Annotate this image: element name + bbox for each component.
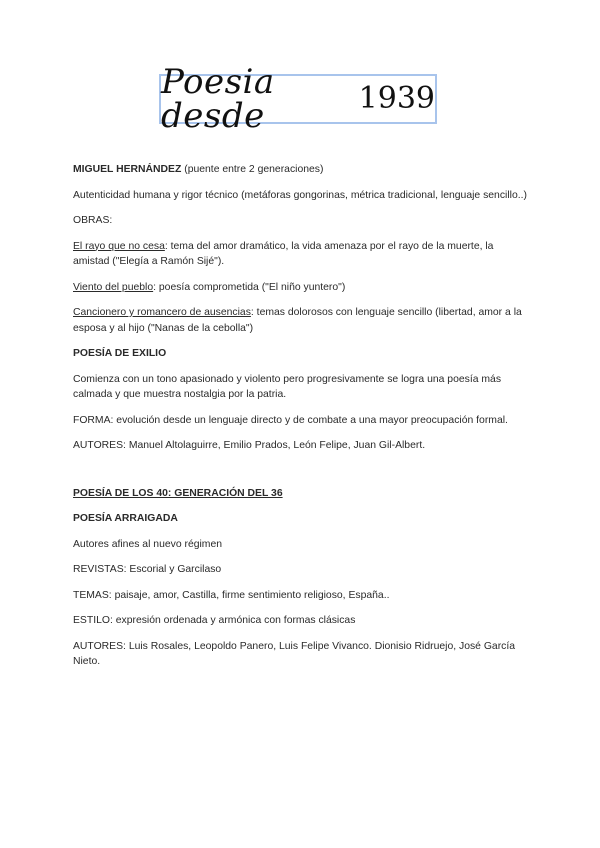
mh-subtitle: (puente entre 2 generaciones): [181, 164, 324, 175]
obra-2-text: : poesía comprometida ("El niño yuntero"): [153, 281, 346, 293]
gen36-heading: POESÍA DE LOS 40: GENERACIÓN DEL 36: [73, 487, 283, 499]
arraigada-temas: TEMAS: paisaje, amor, Castilla, firme sentimiento religioso, España..: [73, 589, 390, 601]
obras-label: OBRAS:: [73, 215, 113, 226]
obra-1: [73, 239, 529, 270]
section-gap: [73, 464, 529, 486]
obra-1-title: El rayo que no cesa: [73, 240, 165, 252]
exilio-forma: FORMA: evolución desde un lenguaje directo y de combate a una mayor preocupación formal.: [73, 414, 508, 426]
mh-heading-line: [73, 162, 529, 178]
arraigada-revistas: REVISTAS: Escorial y Garcilaso: [73, 564, 222, 575]
title-box: [159, 62, 437, 136]
mh-description: Autenticidad humana y rigor técnico (metáforas gongorinas, métrica tradicional, lenguaje sencillo..): [73, 189, 527, 201]
exilio-autores: AUTORES: Manuel Altolaguirre, Emilio Prados, León Felipe, Juan Gil-Albert.: [73, 440, 426, 451]
obra-3-text: : temas dolorosos con lenguaje sencillo (libertad, amor a la esposa y al hijo ("Nanas de la cebolla"): [73, 307, 522, 334]
obra-2: [73, 280, 529, 296]
document-body: [73, 162, 529, 680]
title-script: Poesia desde: [161, 62, 275, 136]
arraigada-estilo: ESTILO: expresión ordenada y armónica con formas clásicas: [73, 615, 356, 626]
obra-1-text: : tema del amor dramático, la vida amenaza por el rayo de la muerte, la amistad ("Elegía a Ramón Sijé").: [73, 240, 494, 267]
arraigada-description: Autores afines al nuevo régimen: [73, 538, 223, 550]
title-year: 1939: [358, 81, 435, 116]
obra-2-title: Viento del pueblo: [73, 281, 154, 293]
exilio-description: Comienza con un tono apasionado y violento pero progresivamente se logra una poesía más calmada y que muestra nostalgia por la patria.: [73, 373, 502, 400]
arraigada-autores: AUTORES: Luis Rosales, Leopoldo Panero, Luis Felipe Vivanco. Dionisio Ridruejo, José García Nieto.: [73, 640, 516, 667]
exilio-heading: POESÍA DE EXILIO: [73, 348, 167, 359]
arraigada-heading: POESÍA ARRAIGADA: [73, 513, 178, 524]
mh-heading: MIGUEL HERNÁNDEZ: [73, 164, 182, 175]
obra-3-title: Cancionero y romancero de ausencias: [73, 307, 251, 318]
obra-3: [73, 305, 529, 336]
